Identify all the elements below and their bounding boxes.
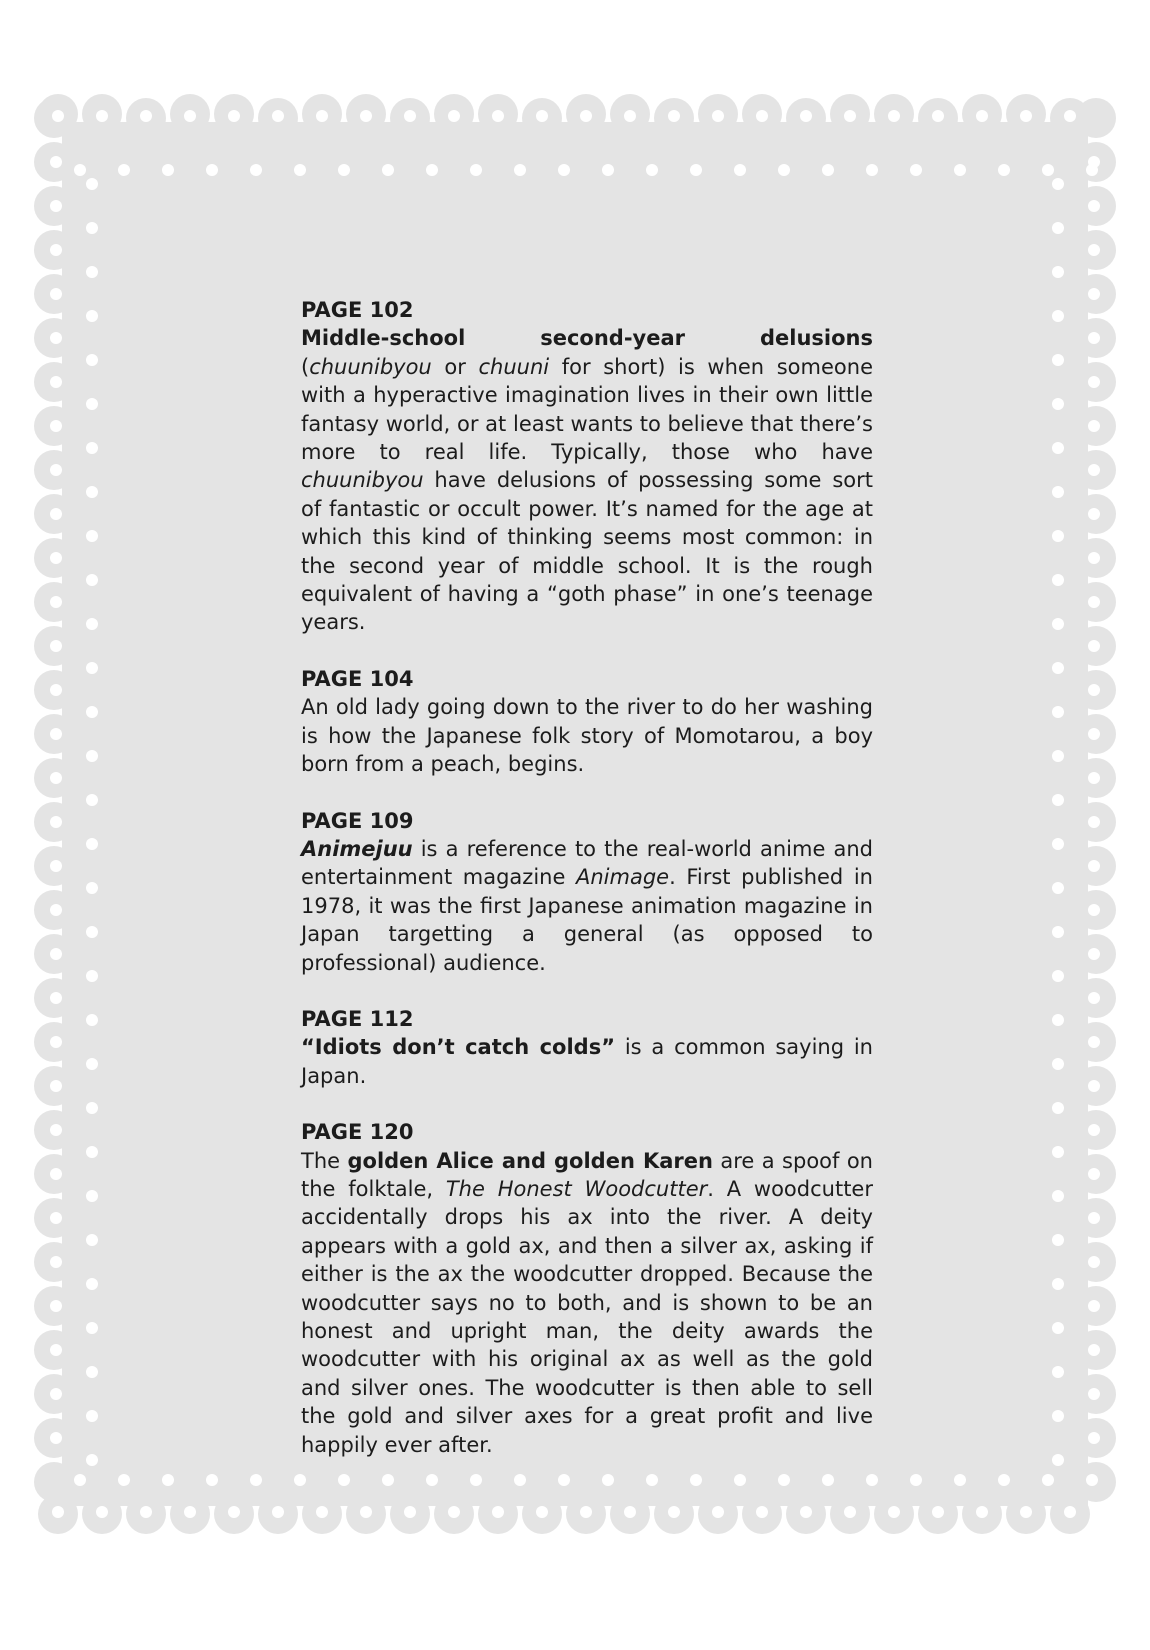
lace-eyelet: [1088, 508, 1100, 520]
lace-eyelet: [50, 816, 62, 828]
lace-eyelet: [998, 164, 1010, 176]
lace-scallop: [34, 1462, 74, 1502]
lace-eyelet: [1088, 640, 1100, 652]
note-text-run: are a spoof on the folktale,: [301, 1148, 873, 1201]
lace-eyelet: [184, 110, 196, 122]
lace-eyelet: [338, 164, 350, 176]
lace-eyelet: [1052, 1102, 1064, 1114]
lace-eyelet: [404, 110, 416, 122]
lace-eyelet: [1052, 1278, 1064, 1290]
lace-eyelet: [272, 110, 284, 122]
lace-eyelet: [1088, 1344, 1100, 1356]
note-page-heading: PAGE 120: [301, 1120, 414, 1145]
lace-eyelet: [1052, 398, 1064, 410]
lace-eyelet: [86, 706, 98, 718]
lace-eyelet: [1088, 552, 1100, 564]
lace-eyelet: [866, 164, 878, 176]
lace-eyelet: [86, 1058, 98, 1070]
lace-eyelet: [1052, 1146, 1064, 1158]
lace-eyelet: [294, 164, 306, 176]
lace-eyelet: [844, 110, 856, 122]
note-text-run: chuunibyou: [301, 468, 424, 493]
lace-eyelet: [690, 164, 702, 176]
lace-eyelet: [1052, 530, 1064, 542]
lace-eyelet: [448, 110, 460, 122]
lace-eyelet: [86, 882, 98, 894]
lace-eyelet: [206, 164, 218, 176]
lace-eyelet: [1052, 1234, 1064, 1246]
note-text-run: chuunibyou: [309, 354, 432, 379]
lace-eyelet: [624, 110, 636, 122]
lace-eyelet: [50, 992, 62, 1004]
lace-eyelet: [86, 310, 98, 322]
lace-eyelet: [1052, 310, 1064, 322]
note-page-heading: PAGE 112: [301, 1006, 414, 1031]
lace-eyelet: [50, 508, 62, 520]
lace-eyelet: [1088, 772, 1100, 784]
lace-eyelet: [86, 1366, 98, 1378]
lace-eyelet: [50, 1388, 62, 1400]
lace-eyelet: [50, 1124, 62, 1136]
lace-eyelet: [1088, 1168, 1100, 1180]
lace-eyelet: [1052, 794, 1064, 806]
lace-eyelet: [1088, 156, 1100, 168]
note-text-run: have delusions of possessing some sort of fantastic or occult power. It’s named for the age at which this kind of thinking seems most common: in the second year of middle school. It is the rough equivalent of having a “goth phase” in one’s teenage years.: [301, 468, 873, 635]
note-text-run: The Honest Woodcutter: [445, 1176, 708, 1201]
lace-eyelet: [536, 1506, 548, 1518]
lace-eyelet: [86, 1102, 98, 1114]
lace-eyelet: [712, 110, 724, 122]
lace-eyelet: [1086, 1474, 1098, 1486]
lace-eyelet: [86, 838, 98, 850]
lace-eyelet: [1088, 1036, 1100, 1048]
lace-eyelet: [50, 420, 62, 432]
lace-eyelet: [1088, 684, 1100, 696]
lace-eyelet: [50, 552, 62, 564]
lace-eyelet: [1052, 1190, 1064, 1202]
lace-eyelet: [602, 164, 614, 176]
lace-eyelet: [50, 1256, 62, 1268]
lace-eyelet: [1064, 1506, 1076, 1518]
lace-eyelet: [50, 1080, 62, 1092]
lace-eyelet: [1088, 728, 1100, 740]
lace-eyelet: [1052, 970, 1064, 982]
lace-eyelet: [86, 266, 98, 278]
note-text-run: Middle-school second-year delusions: [301, 326, 873, 351]
lace-eyelet: [1052, 1410, 1064, 1422]
lace-eyelet: [1088, 596, 1100, 608]
lace-eyelet: [712, 1506, 724, 1518]
lace-eyelet: [140, 1506, 152, 1518]
lace-eyelet: [910, 1474, 922, 1486]
lace-eyelet: [778, 164, 790, 176]
lace-eyelet: [250, 164, 262, 176]
lace-eyelet: [1052, 926, 1064, 938]
note-text-run: . First published in 1978, it was the first Japanese animation magazine in Japan targetting a general (as opposed to professional) audience.: [301, 865, 873, 975]
lace-eyelet: [1088, 1124, 1100, 1136]
lace-eyelet: [1052, 178, 1064, 190]
lace-eyelet: [382, 164, 394, 176]
lace-eyelet: [86, 1410, 98, 1422]
lace-eyelet: [1088, 464, 1100, 476]
note-entry: [301, 665, 873, 779]
lace-eyelet: [1088, 288, 1100, 300]
lace-eyelet: [1020, 1506, 1032, 1518]
lace-eyelet: [514, 164, 526, 176]
lace-eyelet: [50, 156, 62, 168]
lace-eyelet: [360, 110, 372, 122]
note-page-heading: PAGE 102: [301, 298, 414, 322]
lace-eyelet: [1088, 1432, 1100, 1444]
lace-eyelet: [1052, 662, 1064, 674]
lace-eyelet: [756, 1506, 768, 1518]
note-text-run: (: [301, 354, 310, 379]
lace-eyelet: [646, 164, 658, 176]
lace-eyelet: [558, 164, 570, 176]
lace-eyelet: [1088, 376, 1100, 388]
note-text-run: or: [431, 354, 479, 379]
note-body: [301, 835, 873, 977]
lace-eyelet: [96, 110, 108, 122]
lace-eyelet: [1042, 1474, 1054, 1486]
note-text-run: An old lady going down to the river to do her washing is how the Japanese folk story of Momotarou, a boy born from a peach, begins.: [301, 695, 873, 777]
lace-eyelet: [492, 110, 504, 122]
lace-eyelet: [50, 200, 62, 212]
lace-eyelet: [50, 860, 62, 872]
lace-eyelet: [50, 728, 62, 740]
lace-eyelet: [86, 750, 98, 762]
lace-eyelet: [734, 164, 746, 176]
lace-eyelet: [844, 1506, 856, 1518]
lace-eyelet: [96, 1506, 108, 1518]
lace-eyelet: [74, 164, 86, 176]
lace-eyelet: [756, 110, 768, 122]
lace-eyelet: [50, 684, 62, 696]
lace-eyelet: [1052, 1322, 1064, 1334]
lace-eyelet: [1052, 1058, 1064, 1070]
lace-eyelet: [1088, 1080, 1100, 1092]
lace-eyelet: [86, 398, 98, 410]
note-text-run: “Idiots don’t catch colds”: [301, 1035, 616, 1060]
lace-eyelet: [1052, 1366, 1064, 1378]
lace-eyelet: [50, 464, 62, 476]
note-page-heading: PAGE 104: [301, 666, 414, 691]
lace-eyelet: [162, 164, 174, 176]
lace-eyelet: [50, 640, 62, 652]
note-text-run: Animejuu: [301, 836, 413, 861]
lace-eyelet: [492, 1506, 504, 1518]
lace-eyelet: [954, 1474, 966, 1486]
translation-notes: [301, 296, 873, 1487]
lace-eyelet: [888, 110, 900, 122]
lace-eyelet: [1088, 992, 1100, 1004]
lace-eyelet: [1088, 948, 1100, 960]
lace-eyelet: [1088, 1300, 1100, 1312]
lace-eyelet: [1052, 266, 1064, 278]
lace-eyelet: [50, 596, 62, 608]
note-entry: [301, 296, 873, 637]
lace-eyelet: [50, 772, 62, 784]
lace-eyelet: [800, 1506, 812, 1518]
lace-eyelet: [228, 110, 240, 122]
lace-eyelet: [1052, 354, 1064, 366]
lace-eyelet: [580, 1506, 592, 1518]
lace-eyelet: [272, 1506, 284, 1518]
lace-eyelet: [448, 1506, 460, 1518]
lace-eyelet: [1052, 618, 1064, 630]
note-entry: [301, 1005, 873, 1090]
lace-eyelet: [1088, 860, 1100, 872]
lace-eyelet: [1088, 1212, 1100, 1224]
lace-eyelet: [668, 1506, 680, 1518]
note-text-run: golden Alice and golden Karen: [347, 1148, 713, 1173]
note-text-run: for short) is when someone with a hyperactive imagination lives in their own little fantasy world, or at least wants to believe that there’s more to real life. Typically, those who have: [301, 354, 873, 465]
lace-eyelet: [1020, 110, 1032, 122]
lace-eyelet: [1052, 706, 1064, 718]
lace-eyelet: [86, 662, 98, 674]
lace-eyelet: [50, 948, 62, 960]
lace-eyelet: [1088, 200, 1100, 212]
lace-eyelet: [86, 1234, 98, 1246]
note-body: [301, 1033, 873, 1090]
lace-eyelet: [1052, 838, 1064, 850]
lace-eyelet: [50, 244, 62, 256]
note-body: [301, 324, 873, 636]
lace-eyelet: [1042, 164, 1054, 176]
lace-eyelet: [74, 1474, 86, 1486]
lace-eyelet: [250, 1474, 262, 1486]
lace-eyelet: [1088, 244, 1100, 256]
lace-eyelet: [404, 1506, 416, 1518]
lace-eyelet: [316, 110, 328, 122]
lace-eyelet: [470, 164, 482, 176]
note-text-run: chuuni: [478, 354, 550, 379]
lace-eyelet: [976, 1506, 988, 1518]
lace-eyelet: [86, 486, 98, 498]
lace-eyelet: [86, 222, 98, 234]
note-text-run: Animage: [575, 865, 670, 890]
lace-eyelet: [50, 1168, 62, 1180]
lace-eyelet: [86, 970, 98, 982]
lace-eyelet: [86, 794, 98, 806]
lace-eyelet: [1064, 110, 1076, 122]
lace-eyelet: [86, 178, 98, 190]
lace-eyelet: [86, 574, 98, 586]
lace-eyelet: [1052, 222, 1064, 234]
note-text-run: is a common saying in Japan.: [301, 1035, 873, 1088]
lace-eyelet: [1088, 816, 1100, 828]
lace-eyelet: [184, 1506, 196, 1518]
lace-eyelet: [86, 530, 98, 542]
lace-eyelet: [86, 1146, 98, 1158]
lace-eyelet: [50, 1344, 62, 1356]
note-body: [301, 693, 873, 778]
lace-eyelet: [1088, 904, 1100, 916]
lace-eyelet: [1088, 332, 1100, 344]
lace-eyelet: [316, 1506, 328, 1518]
lace-eyelet: [50, 1036, 62, 1048]
lace-eyelet: [1052, 1454, 1064, 1466]
lace-eyelet: [1052, 750, 1064, 762]
lace-eyelet: [800, 110, 812, 122]
lace-eyelet: [86, 1190, 98, 1202]
lace-eyelet: [1052, 486, 1064, 498]
note-entry: [301, 807, 873, 977]
lace-eyelet: [668, 110, 680, 122]
lace-eyelet: [50, 332, 62, 344]
lace-eyelet: [50, 376, 62, 388]
lace-eyelet: [624, 1506, 636, 1518]
lace-eyelet: [1088, 1256, 1100, 1268]
lace-eyelet: [118, 164, 130, 176]
lace-eyelet: [932, 1506, 944, 1518]
lace-eyelet: [1052, 1014, 1064, 1026]
lace-eyelet: [360, 1506, 372, 1518]
note-text-run: is a reference to the real-world anime and entertainment magazine: [301, 836, 873, 890]
lace-eyelet: [1088, 1388, 1100, 1400]
lace-eyelet: [86, 1278, 98, 1290]
lace-eyelet: [206, 1474, 218, 1486]
lace-eyelet: [580, 110, 592, 122]
lace-eyelet: [1052, 442, 1064, 454]
lace-eyelet: [888, 1506, 900, 1518]
note-text-run: The: [301, 1148, 348, 1173]
lace-eyelet: [50, 288, 62, 300]
lace-eyelet: [118, 1474, 130, 1486]
lace-eyelet: [426, 164, 438, 176]
lace-eyelet: [954, 164, 966, 176]
lace-eyelet: [86, 1322, 98, 1334]
note-page-heading: PAGE 109: [301, 808, 414, 833]
lace-eyelet: [998, 1474, 1010, 1486]
lace-eyelet: [536, 110, 548, 122]
lace-eyelet: [976, 110, 988, 122]
note-body: [301, 1147, 873, 1459]
lace-eyelet: [86, 1014, 98, 1026]
lace-eyelet: [50, 1212, 62, 1224]
note-text-run: . A woodcutter accidentally drops his ax into the river. A deity appears with a gold ax, and then a silver ax, asking if either is the ax the woodcutter dropped. Because the woodcutter says no to both, and is shown to be an honest and upright man, the deity awards the woodcutter with his original ax as well as the gold and silver ones. The woodcutter is then able to sell the gold and silver axes for a great profit and live happily ever after.: [301, 1176, 873, 1457]
lace-eyelet: [932, 110, 944, 122]
lace-eyelet: [86, 442, 98, 454]
lace-eyelet: [52, 1506, 64, 1518]
lace-eyelet: [86, 926, 98, 938]
lace-eyelet: [822, 164, 834, 176]
lace-eyelet: [1088, 420, 1100, 432]
lace-eyelet: [228, 1506, 240, 1518]
lace-eyelet: [50, 1432, 62, 1444]
lace-eyelet: [50, 904, 62, 916]
lace-eyelet: [1052, 574, 1064, 586]
lace-eyelet: [86, 354, 98, 366]
lace-eyelet: [140, 110, 152, 122]
lace-eyelet: [86, 1454, 98, 1466]
lace-eyelet: [1052, 882, 1064, 894]
note-entry: [301, 1118, 873, 1459]
lace-eyelet: [86, 618, 98, 630]
lace-scallop: [1076, 98, 1116, 138]
lace-eyelet: [52, 110, 64, 122]
lace-eyelet: [50, 1300, 62, 1312]
lace-eyelet: [162, 1474, 174, 1486]
lace-eyelet: [910, 164, 922, 176]
